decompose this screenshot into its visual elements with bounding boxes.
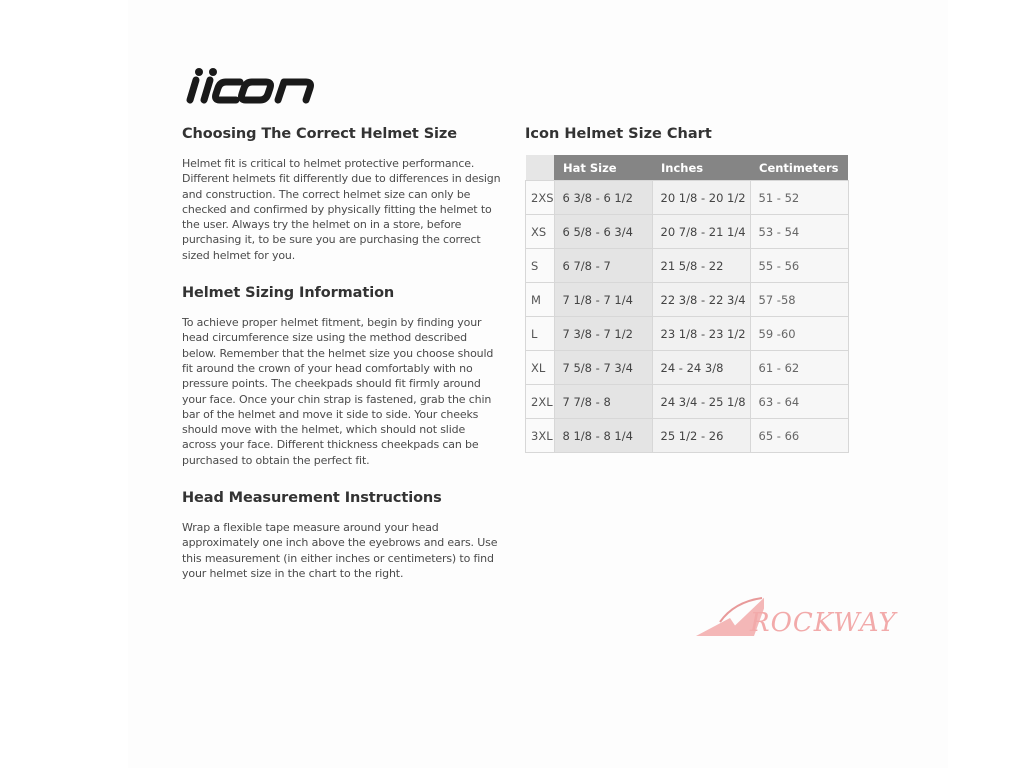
inches-cell: 23 1/8 - 23 1/2 — [652, 317, 750, 351]
section-title-sizing: Helmet Sizing Information — [182, 285, 395, 302]
table-row — [526, 317, 849, 351]
hat-size-cell: 7 7/8 - 8 — [554, 385, 652, 419]
size-label: S — [526, 249, 555, 283]
size-label: XS — [526, 215, 555, 249]
size-label: 3XL — [526, 419, 555, 453]
hat-size-cell: 6 7/8 - 7 — [554, 249, 652, 283]
centimeters-cell: 59 -60 — [750, 317, 848, 351]
hat-size-cell: 7 3/8 - 7 1/2 — [554, 317, 652, 351]
hat-size-cell: 6 3/8 - 6 1/2 — [554, 181, 652, 215]
table-row — [526, 181, 849, 215]
hat-size-cell: 7 5/8 - 7 3/4 — [554, 351, 652, 385]
size-label: M — [526, 283, 555, 317]
section-title-measurement: Head Measurement Instructions — [182, 490, 442, 507]
table-row — [526, 249, 849, 283]
table-row — [526, 419, 849, 453]
centimeters-cell: 55 - 56 — [750, 249, 848, 283]
size-label: 2XL — [526, 385, 555, 419]
table-row — [526, 385, 849, 419]
table-row — [526, 351, 849, 385]
size-chart-table — [525, 155, 849, 453]
info-column — [182, 126, 502, 603]
table-row — [526, 283, 849, 317]
inches-cell: 20 7/8 - 21 1/4 — [652, 215, 750, 249]
hat-size-cell: 6 5/8 - 6 3/4 — [554, 215, 652, 249]
hat-size-cell: 8 1/8 - 8 1/4 — [554, 419, 652, 453]
inches-cell: 21 5/8 - 22 — [652, 249, 750, 283]
inches-cell: 20 1/8 - 20 1/2 — [652, 181, 750, 215]
table-header-row — [526, 155, 849, 181]
inches-cell: 24 3/4 - 25 1/8 — [652, 385, 750, 419]
centimeters-cell: 53 - 54 — [750, 215, 848, 249]
inches-cell: 24 - 24 3/8 — [652, 351, 750, 385]
centimeters-cell: 65 - 66 — [750, 419, 848, 453]
centimeters-cell: 51 - 52 — [750, 181, 848, 215]
header-inches: Inches — [652, 155, 750, 181]
watermark-text: ROCKWAY — [750, 608, 897, 638]
chart-title: Icon Helmet Size Chart — [525, 126, 712, 142]
section-body-choosing: Helmet fit is critical to helmet protective performance. Different helmets fit differently due to differences in design and construction. The correct helmet size can only be checked and confirmed by physically fitting the helmet to the user. Always try the helmet on in a store, before purchasing it, to be sure you are purchasing the correct sized helmet for you. — [182, 157, 501, 262]
inches-cell: 22 3/8 - 22 3/4 — [652, 283, 750, 317]
header-centimeters: Centimeters — [750, 155, 848, 181]
centimeters-cell: 57 -58 — [750, 283, 848, 317]
size-label: XL — [526, 351, 555, 385]
header-hat-size: Hat Size — [554, 155, 652, 181]
section-body-sizing: To achieve proper helmet fitment, begin by finding your head circumference size using the method described below. Remember that the helmet size you choose should fit around the crown of your head comfortably with no pressure points. The cheekpads should fit firmly around your face. Once your chin strap is fastened, grab the chin bar of the helmet and move it side to side. Your cheeks should move with the helmet, which should not slide across your face. Different thickness cheekpads can be purchased to obtain the perfect fit. — [182, 316, 494, 467]
size-label: 2XS — [526, 181, 555, 215]
inches-cell: 25 1/2 - 26 — [652, 419, 750, 453]
hat-size-cell: 7 1/8 - 7 1/4 — [554, 283, 652, 317]
size-label: L — [526, 317, 555, 351]
section-body-measurement: Wrap a flexible tape measure around your head approximately one inch above the eyebrows and ears. Use this measurement (in either inches or centimeters) to find your helmet size in the chart to the right. — [182, 521, 498, 580]
table-row — [526, 215, 849, 249]
rockway-watermark — [694, 588, 944, 640]
centimeters-cell: 61 - 62 — [750, 351, 848, 385]
section-title-choosing: Choosing The Correct Helmet Size — [182, 126, 457, 142]
icon-logo — [182, 66, 330, 106]
centimeters-cell: 63 - 64 — [750, 385, 848, 419]
header-corner-cell — [526, 155, 555, 181]
